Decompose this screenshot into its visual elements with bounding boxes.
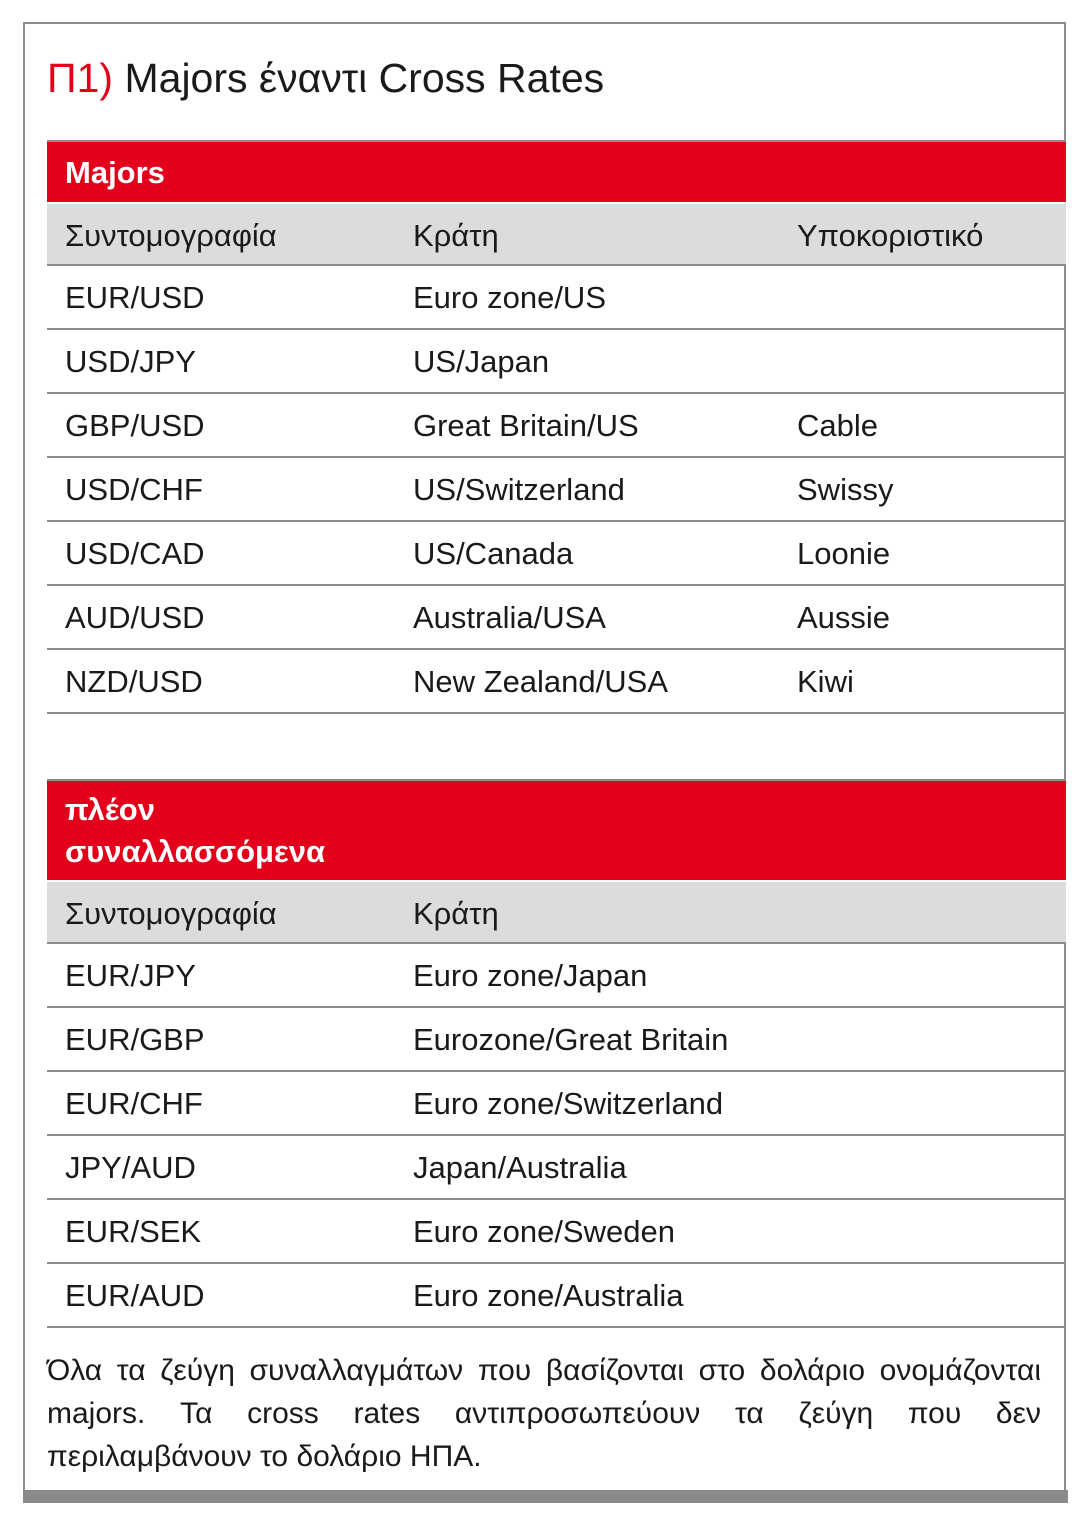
table-row [47, 458, 1066, 522]
nickname-cell: Aussie [797, 600, 891, 635]
pair-cell: EUR/USD [65, 280, 205, 315]
table-row [47, 266, 1066, 330]
pair-cell: USD/JPY [65, 344, 196, 379]
cross-column-headers [47, 880, 1066, 944]
cross-header [47, 779, 1066, 880]
col-abbreviation: Συντομογραφία [65, 896, 277, 931]
cross-rates-table [47, 779, 1066, 1328]
nickname-cell: Kiwi [797, 664, 854, 699]
title-text: Majors έναντι Cross Rates [124, 55, 605, 101]
countries-cell: Great Britain/US [413, 408, 639, 443]
table-row [47, 330, 1066, 394]
col-nickname: Υποκοριστικό [797, 218, 984, 253]
pair-cell: EUR/GBP [65, 1022, 205, 1057]
table-row [47, 1136, 1066, 1200]
majors-table [47, 140, 1066, 714]
table-row [47, 522, 1066, 586]
pair-cell: USD/CHF [65, 472, 203, 507]
countries-cell: Japan/Australia [413, 1150, 627, 1185]
nickname-cell: Swissy [797, 472, 894, 507]
countries-cell: Australia/USA [413, 600, 606, 635]
countries-cell: US/Switzerland [413, 472, 625, 507]
pair-cell: EUR/AUD [65, 1278, 205, 1313]
countries-cell: Eurozone/Great Britain [413, 1022, 729, 1057]
table-row [47, 650, 1066, 714]
table-row [47, 394, 1066, 458]
pair-cell: JPY/AUD [65, 1150, 196, 1185]
countries-cell: Euro zone/Australia [413, 1278, 684, 1313]
cross-header-line1: πλέον [65, 792, 155, 827]
pair-cell: AUD/USD [65, 600, 205, 635]
nickname-cell: Cable [797, 408, 878, 443]
majors-header: Majors [47, 140, 1066, 202]
countries-cell: Euro zone/Sweden [413, 1214, 675, 1249]
col-countries: Κράτη [413, 896, 499, 931]
table-row [47, 944, 1066, 1008]
pair-cell: GBP/USD [65, 408, 205, 443]
nickname-cell: Loonie [797, 536, 891, 571]
footnote-text: Όλα τα ζεύγη συναλλαγμάτων που βασίζονται στο δολάριο ονομάζονται majors. Τα cross rates αντιπροσωπεύουν τα ζεύγη που δεν περιλαμβάνουν το δολάριο ΗΠΑ. [47, 1354, 1041, 1473]
countries-cell: New Zealand/USA [413, 664, 669, 699]
table-row [47, 586, 1066, 650]
pair-cell: NZD/USD [65, 664, 203, 699]
col-abbreviation: Συντομογραφία [65, 218, 277, 253]
bottom-rule [23, 1490, 1068, 1503]
majors-column-headers [47, 202, 1066, 266]
pair-cell: EUR/JPY [65, 958, 196, 993]
countries-cell: US/Japan [413, 344, 550, 379]
table-row [47, 1008, 1066, 1072]
col-countries: Κράτη [413, 218, 499, 253]
table-row [47, 1200, 1066, 1264]
page-title [47, 52, 604, 104]
countries-cell: US/Canada [413, 536, 574, 571]
cross-header-line2: συναλλασσόμενα [65, 834, 326, 869]
table-row [47, 1264, 1066, 1328]
countries-cell: Euro zone/US [413, 280, 606, 315]
pair-cell: USD/CAD [65, 536, 205, 571]
title-prefix: Π1) [47, 55, 114, 101]
countries-cell: Euro zone/Japan [413, 958, 648, 993]
table-row [47, 1072, 1066, 1136]
pair-cell: EUR/CHF [65, 1086, 203, 1121]
pair-cell: EUR/SEK [65, 1214, 202, 1249]
countries-cell: Euro zone/Switzerland [413, 1086, 724, 1121]
